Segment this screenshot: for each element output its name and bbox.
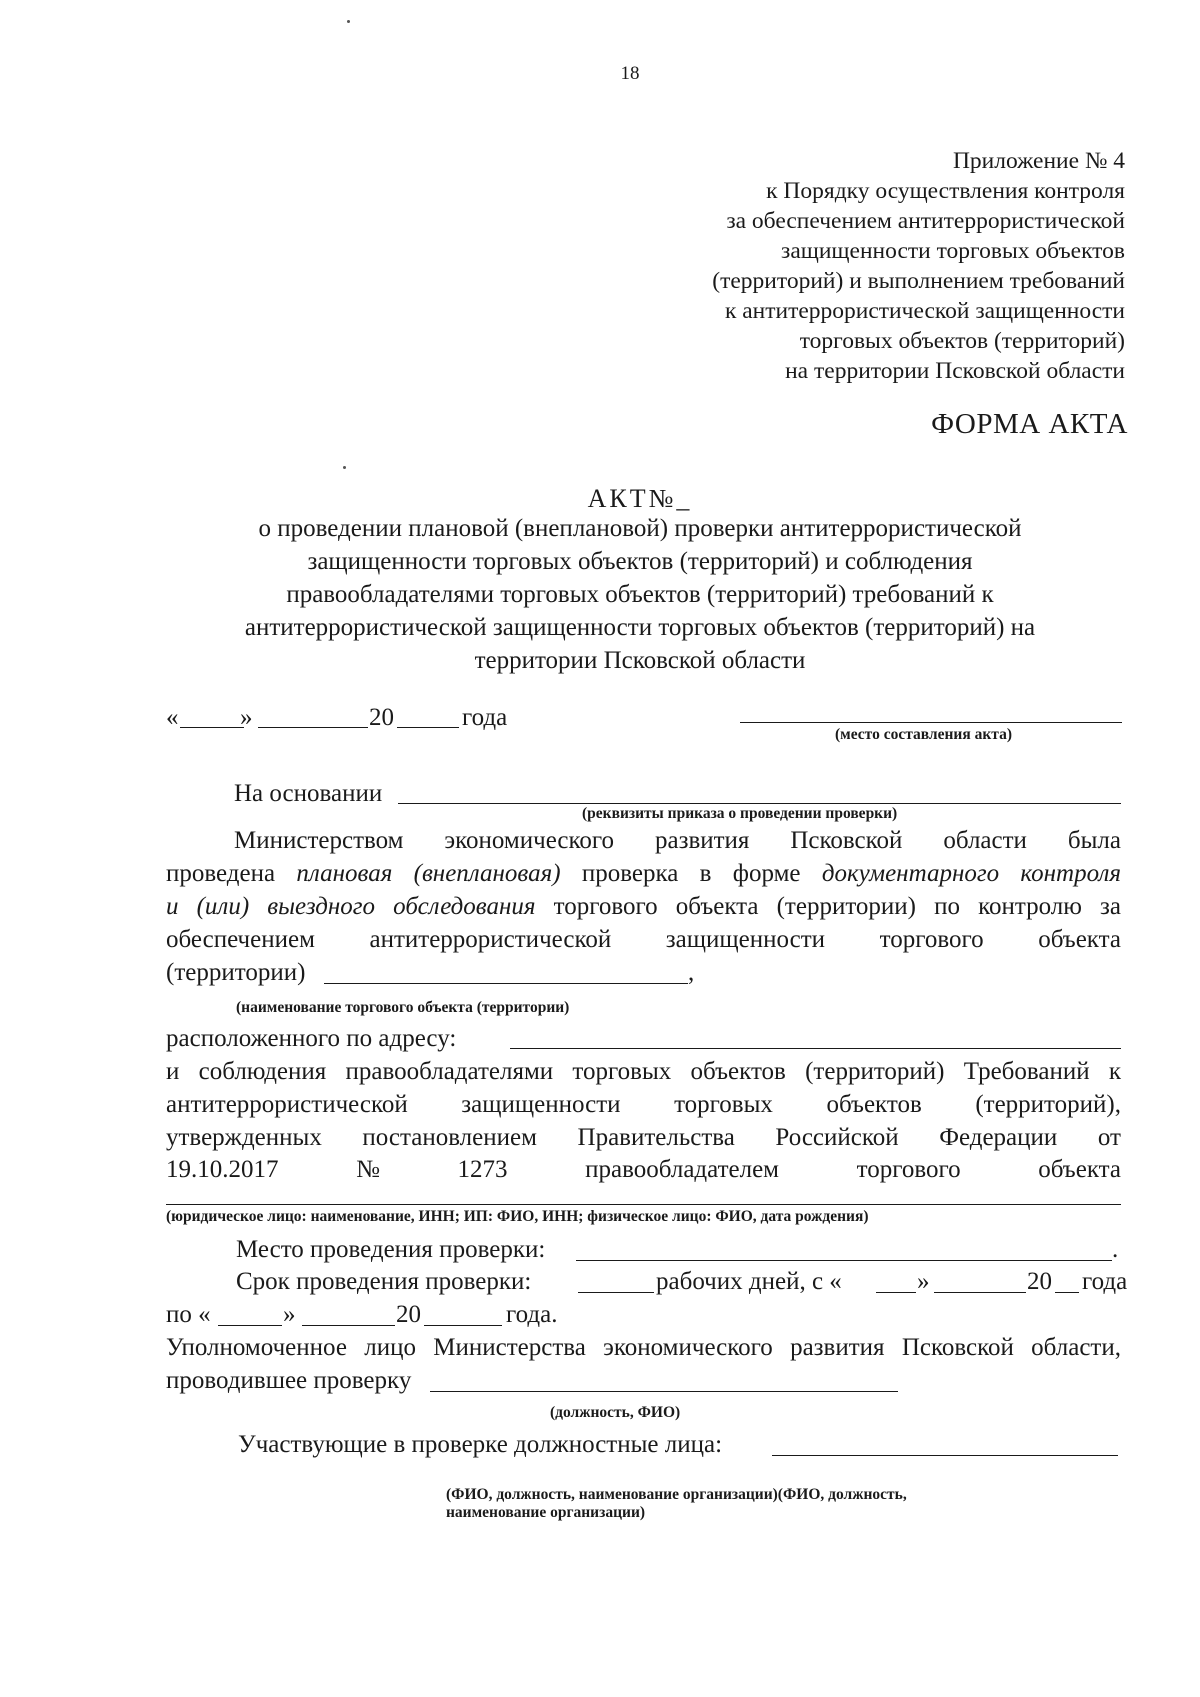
word: правообладателем — [585, 1156, 780, 1183]
word: защищенности — [461, 1091, 621, 1118]
act-title: АКТ№_ — [587, 484, 693, 513]
word: 19.10.2017 — [166, 1156, 279, 1183]
year-blank[interactable] — [397, 727, 459, 728]
participants-label: Участвующие в проверке должностные лица: — [238, 1431, 723, 1458]
paragraph2-line2 — [166, 1089, 1121, 1121]
date-year-word: года — [462, 704, 508, 731]
term-year-word: года — [1082, 1268, 1128, 1295]
appendix-line: (территорий) и выполнением требований — [712, 268, 1125, 294]
word: Правительства — [577, 1124, 735, 1151]
paragraph2-line4 — [166, 1154, 1121, 1186]
form-title: ФОРМА АКТА — [931, 408, 1128, 440]
end-day-blank[interactable] — [218, 1325, 282, 1326]
paragraph1-line1 — [234, 825, 1121, 857]
days-blank[interactable] — [578, 1292, 654, 1293]
end-year-blank[interactable] — [424, 1325, 502, 1326]
text-run: проведена — [166, 860, 297, 887]
word: Псковской — [790, 827, 903, 854]
place-caption: (место составления акта) — [835, 726, 1013, 743]
appendix-line: на территории Псковской области — [785, 358, 1125, 384]
act-subtitle-line: правообладателями торговых объектов (территорий) требований к — [286, 581, 994, 608]
participants-caption-line2: наименование организации) — [446, 1504, 646, 1521]
place-of-inspection-blank[interactable] — [576, 1260, 1112, 1261]
term-days-label: рабочих дней, с « — [656, 1268, 842, 1295]
word: объекта — [1038, 926, 1121, 953]
term-line2-century: 20 — [396, 1301, 421, 1328]
act-subtitle-line: территории Псковской области — [474, 647, 806, 674]
word: объектов — [826, 1091, 922, 1118]
authorized-caption: (должность, ФИО) — [550, 1404, 681, 1421]
appendix-line: защищенности торговых объектов — [781, 238, 1125, 264]
paragraph1-line5-comma: , — [688, 959, 695, 986]
paragraph1-line3 — [166, 891, 1121, 923]
start-day-blank[interactable] — [876, 1292, 916, 1293]
text-run: торгового объекта (территории) по контролю за — [535, 893, 1121, 920]
scan-speck — [347, 20, 350, 23]
appendix-line: Приложение № 4 — [952, 148, 1125, 174]
authorized-line2: проводившее проверку — [166, 1367, 412, 1394]
object-name-blank[interactable] — [324, 983, 688, 984]
term-century: 20 — [1027, 1268, 1052, 1295]
participants-caption-line1: (ФИО, должность, наименование организации)(ФИО, должность, — [446, 1486, 907, 1503]
appendix-line: к Порядку осуществления контроля — [766, 178, 1125, 204]
address-label: расположенного по адресу: — [166, 1025, 457, 1052]
word: антитеррористической — [166, 1091, 408, 1118]
appendix-line: к антитеррористической защищенности — [724, 298, 1125, 324]
date-close-quote: » — [240, 704, 253, 731]
act-subtitle-line: антитеррористической защищенности торговых объектов (территорий) на — [244, 614, 1036, 641]
authorized-blank[interactable] — [430, 1391, 898, 1392]
word: защищенности — [665, 926, 826, 953]
word: торгового — [856, 1156, 961, 1183]
word: № — [356, 1156, 380, 1183]
scan-speck — [343, 466, 346, 469]
owner-caption: (юридическое лицо: наименование, ИНН; ИП: ФИО, ИНН; физическое лицо: ФИО, дата рождения) — [166, 1208, 869, 1225]
term-line2-prefix: по « — [166, 1301, 211, 1328]
date-open-quote: « — [166, 704, 179, 731]
text-run-italic: документарного контроля — [821, 860, 1121, 887]
term-line2-year: года. — [506, 1301, 558, 1328]
place-label: Место проведения проверки: — [236, 1236, 546, 1263]
word: торговых — [674, 1091, 773, 1118]
place-blank[interactable] — [740, 722, 1122, 723]
basis-caption: (реквизиты приказа о проведении проверки) — [582, 805, 898, 822]
appendix-line: торговых объектов (территорий) — [799, 328, 1125, 354]
act-subtitle-line: защищенности торговых объектов (территорий) и соблюдения — [307, 548, 973, 575]
term-label: Срок проведения проверки: — [236, 1268, 532, 1295]
appendix-block — [712, 146, 1125, 386]
day-blank[interactable] — [180, 727, 244, 728]
act-subtitle-line: о проведении плановой (внеплановой) проверки антитеррористической — [258, 515, 1022, 542]
basis-blank[interactable] — [398, 803, 1121, 804]
word: 1273 — [457, 1156, 508, 1183]
word: антитеррористической — [369, 926, 612, 953]
month-blank[interactable] — [258, 727, 368, 728]
text-run-italic: и (или) выездного обследования — [166, 893, 536, 920]
appendix-line: за обеспечением антитеррористической — [726, 208, 1125, 234]
act-subtitle — [160, 512, 1120, 677]
text-run: проверка в форме — [560, 860, 822, 887]
word: утвержденных — [166, 1124, 322, 1151]
paragraph2-line3 — [166, 1122, 1121, 1154]
word: обеспечением — [166, 926, 315, 953]
text-run-italic: плановая (внеплановая) — [296, 860, 561, 887]
basis-label: На основании — [234, 780, 383, 807]
word: развития — [654, 827, 750, 854]
participants-blank[interactable] — [772, 1455, 1118, 1456]
address-blank[interactable] — [510, 1048, 1121, 1049]
word: торгового — [879, 926, 984, 953]
word: Министерством — [234, 827, 404, 854]
word: экономического — [444, 827, 615, 854]
word: была — [1067, 827, 1121, 854]
object-name-caption: (наименование торгового объекта (территории) — [236, 999, 570, 1016]
end-month-blank[interactable] — [302, 1325, 395, 1326]
word: (территорий), — [975, 1091, 1121, 1118]
owner-blank[interactable] — [166, 1204, 1121, 1205]
paragraph1-line5-label: (территории) — [166, 959, 306, 986]
word: Федерации — [939, 1124, 1058, 1151]
paragraph2-line1: и соблюдения правообладателями торговых объектов (территорий) Требований к — [166, 1058, 1121, 1085]
word: области — [943, 827, 1027, 854]
word: от — [1097, 1124, 1121, 1151]
term-line2-close-quote: » — [283, 1301, 296, 1328]
place-end: . — [1112, 1236, 1119, 1263]
authorized-line1: Уполномоченное лицо Министерства экономического развития Псковской области, — [166, 1334, 1121, 1361]
word: Российской — [775, 1124, 899, 1151]
start-month-blank[interactable] — [934, 1292, 1026, 1293]
paragraph1-line2 — [166, 858, 1121, 890]
page-number: 18 — [620, 63, 640, 84]
term-close-quote: » — [917, 1268, 930, 1295]
word: объекта — [1038, 1156, 1121, 1183]
start-year-blank[interactable] — [1055, 1292, 1079, 1293]
date-century: 20 — [369, 704, 394, 731]
paragraph1-line4 — [166, 924, 1121, 956]
word: постановлением — [362, 1124, 537, 1151]
